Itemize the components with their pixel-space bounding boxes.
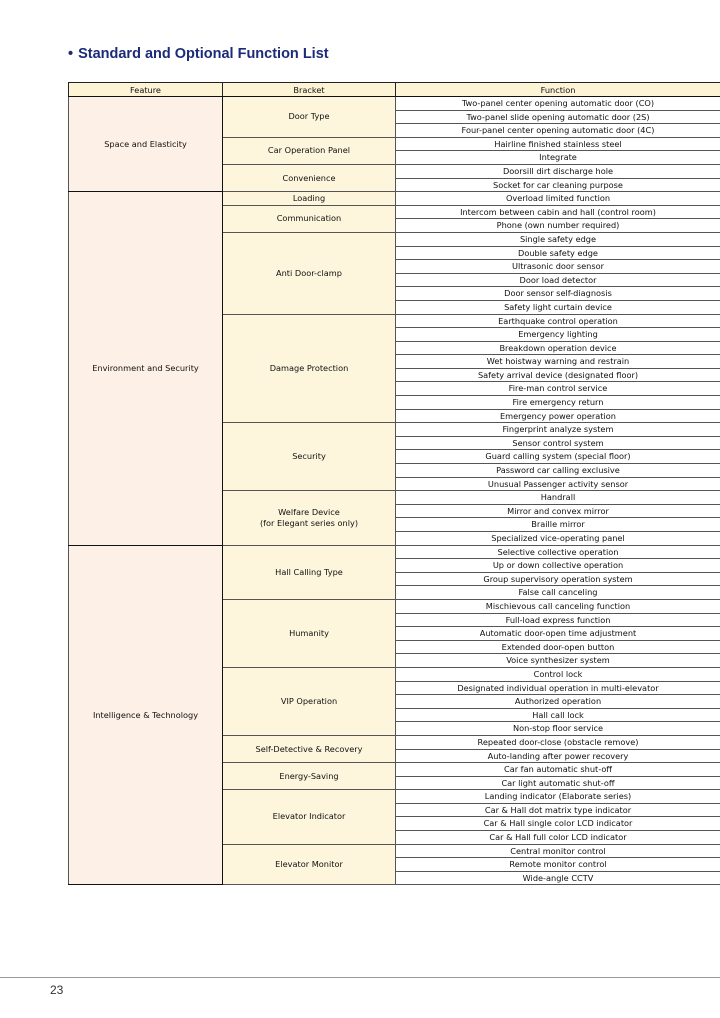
function-cell: Safety arrival device (designated floor)	[396, 368, 720, 382]
bracket-cell	[223, 667, 396, 735]
function-cell: Up or down collective operation	[396, 559, 720, 573]
bracket-label: Elevator Monitor	[275, 859, 343, 870]
bracket-cell	[223, 545, 396, 599]
function-cell: Intercom between cabin and hall (control room)	[396, 205, 720, 219]
bracket-label: Damage Protection	[269, 362, 349, 373]
bracket-cell	[223, 314, 396, 423]
table-body	[69, 97, 720, 885]
table-row	[69, 97, 720, 111]
function-cell: Wide-angle CCTV	[396, 871, 720, 885]
function-cell: Handrall	[396, 491, 720, 505]
function-cell: Sensor control system	[396, 436, 720, 450]
bracket-label: Hall Calling Type	[275, 566, 343, 577]
bracket-label: Humanity	[289, 627, 329, 638]
function-cell: Single safety edge	[396, 232, 720, 246]
bracket-label: Elevator Indicator	[272, 811, 346, 822]
bracket-cell	[223, 763, 396, 790]
function-cell: Remote monitor control	[396, 858, 720, 872]
function-cell: Phone (own number required)	[396, 219, 720, 233]
function-cell: Authorized operation	[396, 695, 720, 709]
bracket-label: Welfare Device	[278, 506, 340, 517]
bracket-label: Door Type	[288, 111, 330, 122]
bracket-cell	[223, 232, 396, 314]
bracket-cell	[223, 97, 396, 138]
function-cell: Central monitor control	[396, 844, 720, 858]
function-table	[68, 82, 720, 885]
function-cell: False call canceling	[396, 586, 720, 600]
page-title-text: Standard and Optional Function List	[78, 46, 329, 62]
function-cell: Mischievous call canceling function	[396, 599, 720, 613]
bracket-cell	[223, 599, 396, 667]
feature-cell: Intelligence & Technology	[69, 545, 223, 885]
function-cell: Emergency power operation	[396, 409, 720, 423]
function-cell: Guard calling system (special floor)	[396, 450, 720, 464]
function-cell: Extended door-open button	[396, 640, 720, 654]
function-cell: Door sensor self-diagnosis	[396, 287, 720, 301]
function-cell: Car & Hall full color LCD indicator	[396, 831, 720, 845]
function-cell: Double safety edge	[396, 246, 720, 260]
header-function: Function	[396, 83, 720, 97]
function-cell: Door load detector	[396, 273, 720, 287]
title-bullet: •	[68, 46, 74, 62]
function-cell: Hall call lock	[396, 708, 720, 722]
function-cell: Ultrasonic door sensor	[396, 260, 720, 274]
bracket-label: Energy-Saving	[279, 770, 339, 781]
function-cell: Car light automatic shut-off	[396, 776, 720, 790]
function-cell: Breakdown operation device	[396, 341, 720, 355]
function-cell: Overload limited function	[396, 192, 720, 206]
header-feature: Feature	[69, 83, 223, 97]
function-cell: Car & Hall dot matrix type indicator	[396, 803, 720, 817]
table-row	[69, 192, 720, 206]
function-cell: Fire-man control service	[396, 382, 720, 396]
page-number: 23	[50, 983, 64, 997]
function-cell: Two-panel slide opening automatic door (2S)	[396, 110, 720, 124]
footer-divider	[0, 977, 720, 978]
function-cell: Wet hoistway warning and restrain	[396, 355, 720, 369]
bracket-cell	[223, 192, 396, 206]
table-header-row	[69, 83, 720, 97]
function-cell: Mirror and convex mirror	[396, 504, 720, 518]
function-cell: Integrate	[396, 151, 720, 165]
bracket-cell	[223, 164, 396, 191]
function-cell: Voice synthesizer system	[396, 654, 720, 668]
bracket-label: Car Operation Panel	[267, 145, 351, 156]
bracket-label: (for Elegant series only)	[259, 517, 359, 528]
function-cell: Braille mirror	[396, 518, 720, 532]
bracket-cell	[223, 844, 396, 885]
function-cell: Fingerprint analyze system	[396, 423, 720, 437]
function-cell: Unusual Passenger activity sensor	[396, 477, 720, 491]
function-cell: Safety light curtain device	[396, 300, 720, 314]
bracket-cell	[223, 735, 396, 762]
bracket-cell	[223, 423, 396, 491]
function-cell: Hairline finished stainless steel	[396, 137, 720, 151]
function-cell: Specialized vice-operating panel	[396, 532, 720, 546]
function-cell: Automatic door-open time adjustment	[396, 627, 720, 641]
bracket-label: Security	[292, 451, 326, 462]
function-cell: Socket for car cleaning purpose	[396, 178, 720, 192]
function-cell: Car & Hall single color LCD indicator	[396, 817, 720, 831]
feature-cell: Space and Elasticity	[69, 97, 223, 192]
bracket-label: VIP Operation	[280, 695, 338, 706]
table-row	[69, 545, 720, 559]
bracket-cell	[223, 205, 396, 232]
function-cell: Four-panel center opening automatic door (4C)	[396, 124, 720, 138]
bracket-label: Communication	[276, 213, 342, 224]
function-cell: Password car calling exclusive	[396, 464, 720, 478]
function-cell: Full-load express function	[396, 613, 720, 627]
function-cell: Repeated door-close (obstacle remove)	[396, 735, 720, 749]
bracket-label: Loading	[292, 192, 326, 203]
function-cell: Fire emergency return	[396, 396, 720, 410]
bracket-cell	[223, 491, 396, 545]
page-title	[68, 46, 329, 62]
function-cell: Non-stop floor service	[396, 722, 720, 736]
function-cell: Earthquake control operation	[396, 314, 720, 328]
function-cell: Selective collective operation	[396, 545, 720, 559]
bracket-cell	[223, 790, 396, 844]
function-cell: Two-panel center opening automatic door (CO)	[396, 97, 720, 111]
function-cell: Landing indicator (Elaborate series)	[396, 790, 720, 804]
function-cell: Control lock	[396, 667, 720, 681]
function-cell: Designated individual operation in multi-elevator	[396, 681, 720, 695]
function-cell: Doorsill dirt discharge hole	[396, 164, 720, 178]
function-cell: Car fan automatic shut-off	[396, 763, 720, 777]
bracket-label: Convenience	[282, 172, 336, 183]
bracket-label: Self-Detective & Recovery	[255, 743, 363, 754]
function-cell: Auto-landing after power recovery	[396, 749, 720, 763]
function-cell: Group supervisory operation system	[396, 572, 720, 586]
header-bracket: Bracket	[223, 83, 396, 97]
function-cell: Emergency lighting	[396, 328, 720, 342]
bracket-cell	[223, 137, 396, 164]
feature-cell: Environment and Security	[69, 192, 223, 545]
bracket-label: Anti Door-clamp	[276, 267, 342, 278]
